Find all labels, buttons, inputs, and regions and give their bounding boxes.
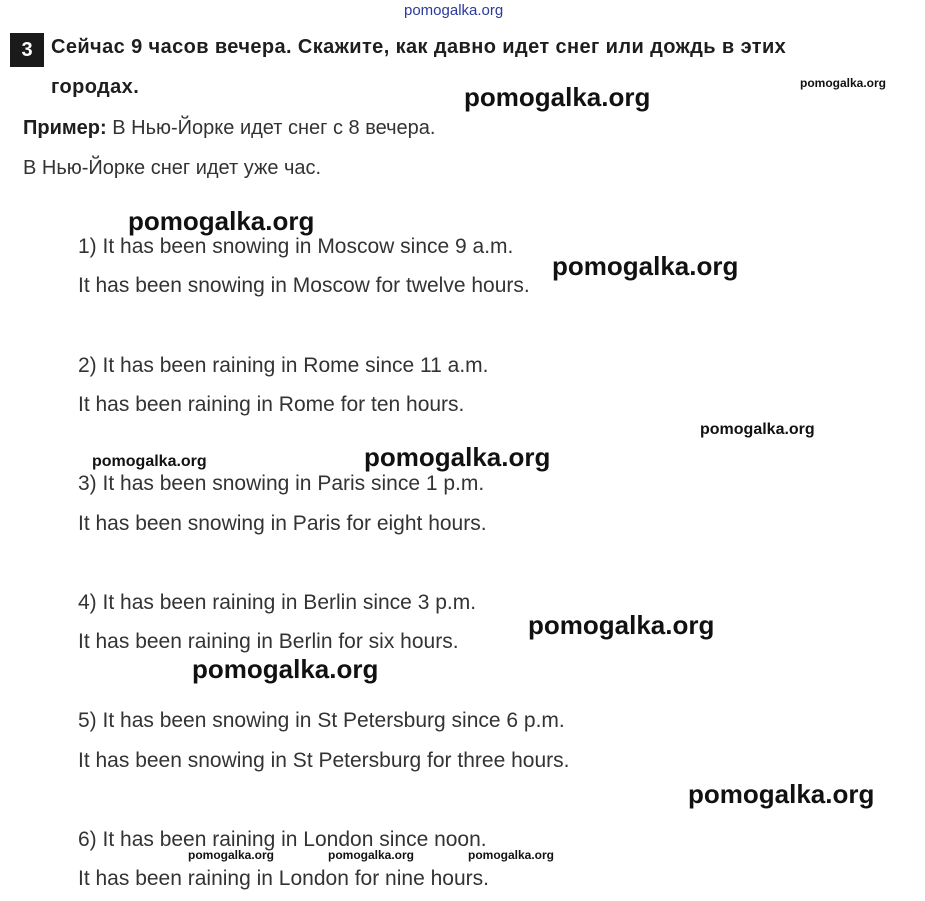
watermark: pomogalka.org: [328, 848, 415, 862]
task-number-badge: 3: [10, 33, 44, 67]
task-instruction-line-1: Сейчас 9 часов вечера. Скажите, как давно идет снег или дождь в этих: [51, 36, 787, 58]
example-text: В Нью-Йорке идет снег с 8 вечера.: [112, 117, 436, 139]
item-1-question: 1) It has been snowing in Moscow since 9 a.m.: [78, 235, 514, 258]
item-6-question: 6) It has been raining in London since noon.: [78, 828, 487, 851]
watermark: pomogalka.org: [92, 453, 207, 470]
watermark: pomogalka.org: [552, 251, 739, 281]
watermark: pomogalka.org: [188, 848, 275, 862]
item-4-answer: It has been raining in Berlin for six hours.: [78, 630, 459, 653]
item-2-answer: It has been raining in Rome for ten hours.: [78, 393, 465, 416]
watermark: pomogalka.org: [528, 610, 715, 640]
watermark: pomogalka.org: [468, 848, 555, 862]
example-answer: В Нью-Йорке снег идет уже час.: [23, 157, 322, 179]
watermark: pomogalka.org: [800, 76, 887, 90]
item-5-answer: It has been snowing in St Petersburg for three hours.: [78, 749, 570, 772]
item-3-question: 3) It has been snowing in Paris since 1 p.m.: [78, 472, 485, 495]
item-3-answer: It has been snowing in Paris for eight hours.: [78, 512, 487, 535]
item-1-answer: It has been snowing in Moscow for twelve hours.: [78, 274, 530, 297]
watermark: pomogalka.org: [128, 206, 315, 236]
watermark: pomogalka.org: [464, 82, 651, 112]
watermark: pomogalka.org: [364, 442, 551, 472]
example-line: [23, 117, 435, 140]
item-4-question: 4) It has been raining in Berlin since 3 p.m.: [78, 591, 477, 614]
watermark: pomogalka.org: [192, 654, 379, 684]
watermark: pomogalka.org: [688, 779, 875, 809]
item-2-question: 2) It has been raining in Rome since 11 a.m.: [78, 354, 489, 377]
item-5-question: 5) It has been snowing in St Petersburg since 6 p.m.: [78, 709, 565, 732]
site-watermark-link[interactable]: pomogalka.org: [404, 2, 504, 19]
task-instruction-line-2: городах.: [51, 76, 140, 98]
watermark: pomogalka.org: [700, 421, 815, 438]
item-6-answer: It has been raining in London for nine hours.: [78, 867, 489, 890]
example-label: Пример:: [23, 117, 107, 139]
